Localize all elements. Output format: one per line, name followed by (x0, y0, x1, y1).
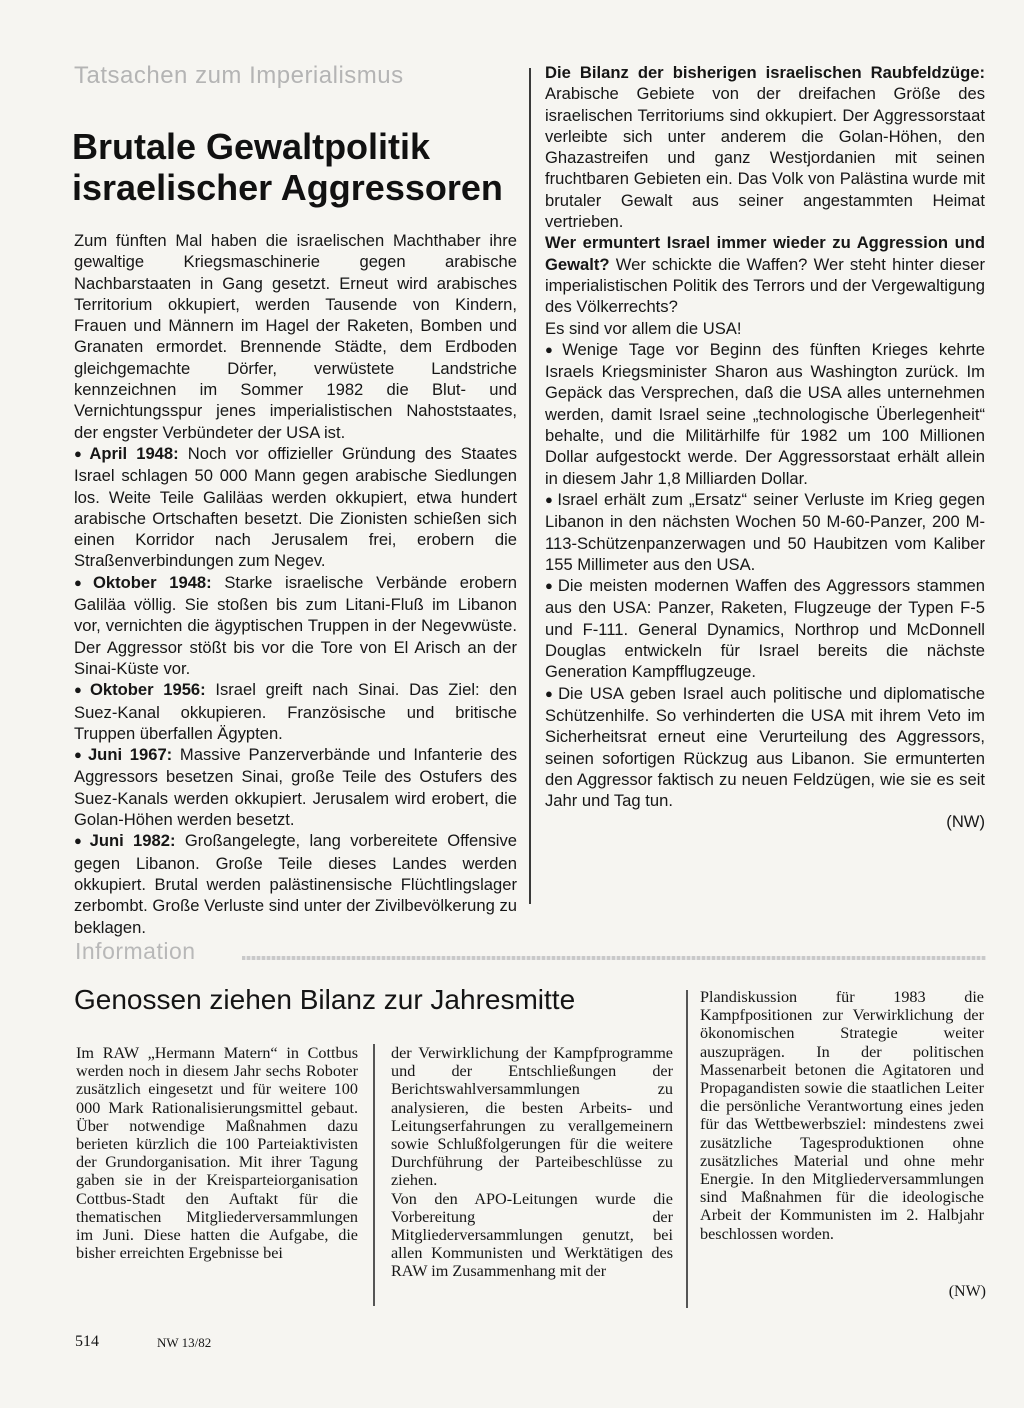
column-text: Plandiskussion für 1983 die Kampfpositionen zur Verwirklichung der ökonomischen Strategie weiter auszuprägen. In der politischen Massenarbeit betonen die Agitatoren und Propagandisten sowie die staatlichen Leiter die persönliche Verantwortung eines jeden für das Wettbewerbsziel: mindestens zwei zusätzliche Tagesproduktionen ohne zusätzliches Material und ohne mehr Energie. In den Mitgliederversammlungen sind Maßnahmen für die ideologische Arbeit der Kommunisten im 2. Halbjahr beschlossen worden. (700, 988, 984, 1243)
page-number: 514 (75, 1333, 99, 1350)
fact-item (545, 575, 985, 682)
article-title: Genossen ziehen Bilanz zur Jahresmitte (74, 984, 576, 1015)
column-text: Von den APO-Leitungen wurde die Vorbereitung der Mitgliederversammlungen genutzt, bei allen Kommunisten und Werktätigen des RAW im Zusammenhang mit der (391, 1189, 673, 1281)
bullet-icon: ● (545, 578, 555, 594)
article-column-3 (700, 988, 984, 1243)
bullet-icon: ● (545, 491, 555, 507)
chronology-date: Oktober 1948: (92, 572, 212, 592)
balance-heading: Die Bilanz der bisherigen israelischen Raubfeldzüge: (545, 63, 985, 82)
chronology-text: Massive Panzerverbände und Infanterie des Aggressors besetzen Sinai, große Teile des Ostufers des Suez-Kanals werden okkupiert. Jerusalem wird erobert, die Golan-Höhen werden besetzt. (74, 745, 517, 830)
bullet-icon: ● (74, 682, 87, 698)
chronology-item (74, 572, 517, 679)
chronology-text: Noch vor offizieller Gründung des Staates Israel schlagen 50 000 Mann gegen arabische Siedlungen los. Weite Teile Galiläas werden okkupiert, etwa hundert arabische Ortschaften besetzt. Die Zionisten schießen sich einen Korridor nach Jerusalem frei, erobern die Straßenverbindungen zum Negev. (74, 443, 517, 571)
column-divider (373, 1044, 375, 1306)
balance-paragraph (545, 62, 985, 232)
issue-label: NW 13/82 (157, 1335, 212, 1350)
column-text: Im RAW „Hermann Matern“ in Cottbus werden noch in diesem Jahr sechs Roboter zusätzlich eingesetzt und für weitere 100 000 Mark Rationalisierungsmittel gebaut. Über notwendige Maßnahmen dazu berieten kürzlich die 100 Parteiaktivisten der Grundorganisation. Mit ihrer Tagung gaben sie in der Kreisparteiorganisation Cottbus-Stadt den Auftakt für die thematischen Mitgliederversammlungen im Juni. Diese hatten die Aufgabe, die bisher erreichten Ergebnisse bei (76, 1044, 358, 1263)
fact-item (545, 489, 985, 575)
chronology-date: April 1948: (89, 443, 179, 463)
article-signature: (NW) (946, 812, 985, 832)
chronology-date: Juni 1982: (89, 831, 176, 851)
article-column-1 (76, 1044, 358, 1262)
answer-line: Es sind vor allem die USA! (545, 318, 742, 338)
bullet-icon: ● (74, 445, 87, 461)
chronology-item (74, 830, 517, 937)
chronology-date: Juni 1967: (87, 745, 173, 765)
fact-item (545, 339, 985, 489)
column-divider (529, 68, 531, 904)
column-text: der Verwirklichung der Kampfprogramme und der Entschließungen der Berichtswahlversammlungen zu analysieren, die besten Arbeits- und Leitungserfahrungen zu verallgemeinern sowie Schlußfolgerungen für die weitere Durchführung der Parteibeschlüsse zu ziehen. (391, 1044, 673, 1190)
chronology-text: Israel greift nach Sinai. Das Ziel: den Suez-Kanal okkupieren. Französische und britische Truppen überfallen Ägypten. (74, 680, 517, 743)
chronology-item (74, 744, 517, 830)
fact-text: Die USA geben Israel auch politische und diplomatische Schützenhilfe. So verhinderten die USA mit ihrem Veto im Sicherheitsrat erneut eine Verurteilung des Aggressors, seinen sofortigen Rückzug aus Libanon. Sie ermunterten den Aggressor faktisch zu neuen Feldzügen, wie sie es seit Jahr und Tag tun. (545, 683, 985, 811)
bullet-icon: ● (74, 574, 90, 590)
bullet-icon: ● (74, 747, 85, 763)
article-column-right (545, 62, 985, 833)
question-paragraph (545, 232, 985, 317)
article-title (72, 126, 522, 208)
bullet-icon: ● (545, 341, 560, 357)
section-label: Information (75, 938, 196, 964)
chronology-text: Großangelegte, lang vorbereitete Offensive gegen Libanon. Große Teile dieses Landes werden okkupiert. Brutal werden palästinensische Flüchtlingslager zerbombt. Große Verluste sind unter der Zivilbevölkerung zu beklagen. (74, 831, 517, 937)
article-title-line-1: Brutale Gewaltpolitik (72, 126, 431, 167)
article-signature: (NW) (948, 1283, 986, 1300)
chronology-item (74, 679, 517, 744)
article-column-left (74, 230, 517, 938)
section-kicker: Tatsachen zum Imperialismus (74, 62, 404, 89)
question-heading: Wer ermuntert Israel immer wieder zu Aggression und Gewalt? (545, 233, 985, 274)
fact-text: Israel erhält zum „Ersatz“ seiner Verluste im Krieg gegen Libanon in den nächsten Wochen 50 M-60-Panzer, 200 M-113-Schützenpanzerwagen und 50 Haubitzen vom Kaliber 155 Millimeter aus den USA. (545, 489, 986, 574)
chronology-text: Starke israelische Verbände erobern Galiläa völlig. Sie stoßen bis zum Litani-Fluß im Libanon vor, vernichten die ägyptischen Truppen in der Negevwüste. Der Aggressor stößt bis vor die Tore von El Arisch an der Sinai-Küste vor. (74, 572, 518, 678)
bullet-icon: ● (545, 685, 556, 701)
section-rule (242, 956, 986, 960)
fact-text: Die meisten modernen Waffen des Aggressors stammen aus den USA: Panzer, Raketen, Flugzeuge der Typen F-5 und F-111. General Dynamics, Northrop und McDonnell Douglas entwickeln für Israel bereits die nächste Generation Kampfflugzeuge. (545, 576, 985, 682)
article-column-2 (391, 1044, 673, 1281)
question-text: Wer schickte die Waffen? Wer steht hinter dieser imperialistischen Politik des Terrors und der Vergewaltigung des Völkerrechts? (545, 254, 985, 317)
bullet-icon: ● (74, 833, 87, 849)
chronology-item (74, 443, 517, 572)
article-title-line-2: israelischer Aggressoren (72, 167, 503, 208)
intro-paragraph: Zum fünften Mal haben die israelischen Machthaber ihre gewaltige Kriegsmaschinerie gegen arabische Nachbarstaaten in Gang gesetzt. Erneut wird arabisches Territorium okkupiert, werden Tausende von Kindern, Frauen und Männern im Hagel der Raketen, Bomben und Granaten ermordet. Brennende Städte, dem Erdboden gleichgemachte Dörfer, verwüstete Landstriche kennzeichnen im Sommer 1982 die Blut- und Vernichtungsspur jenes imperialistischen Nahoststaates, der engster Verbündeter der USA ist. (74, 231, 517, 442)
fact-item (545, 683, 985, 812)
fact-text: Wenige Tage vor Beginn des fünften Krieges kehrte Israels Kriegsminister Sharon aus Washington zurück. Im Gepäck das Versprechen, daß die USA alles unternehmen werden, damit Israel seine „technologische Überlegenheit“ behalte, und die Militärhilfe für 1982 um 100 Millionen Dollar aufgestockt werde. Der Aggressorstaat erhält allein in diesem Jahr 1,8 Milliarden Dollar. (545, 339, 985, 488)
chronology-date: Oktober 1956: (89, 680, 206, 700)
column-divider (686, 990, 688, 1308)
balance-text: Arabische Gebiete von der dreifachen Größe des israelischen Territoriums sind okkupiert. Der Aggressorstaat verleibte sich unter anderem die Golan-Höhen, den Ghazastreifen und ganz Westjordanien mit seinen fruchtbaren Gebieten ein. Das Volk von Palästina wurde mit brutaler Gewalt aus seiner angestammten Heimat vertrieben. (545, 84, 985, 232)
